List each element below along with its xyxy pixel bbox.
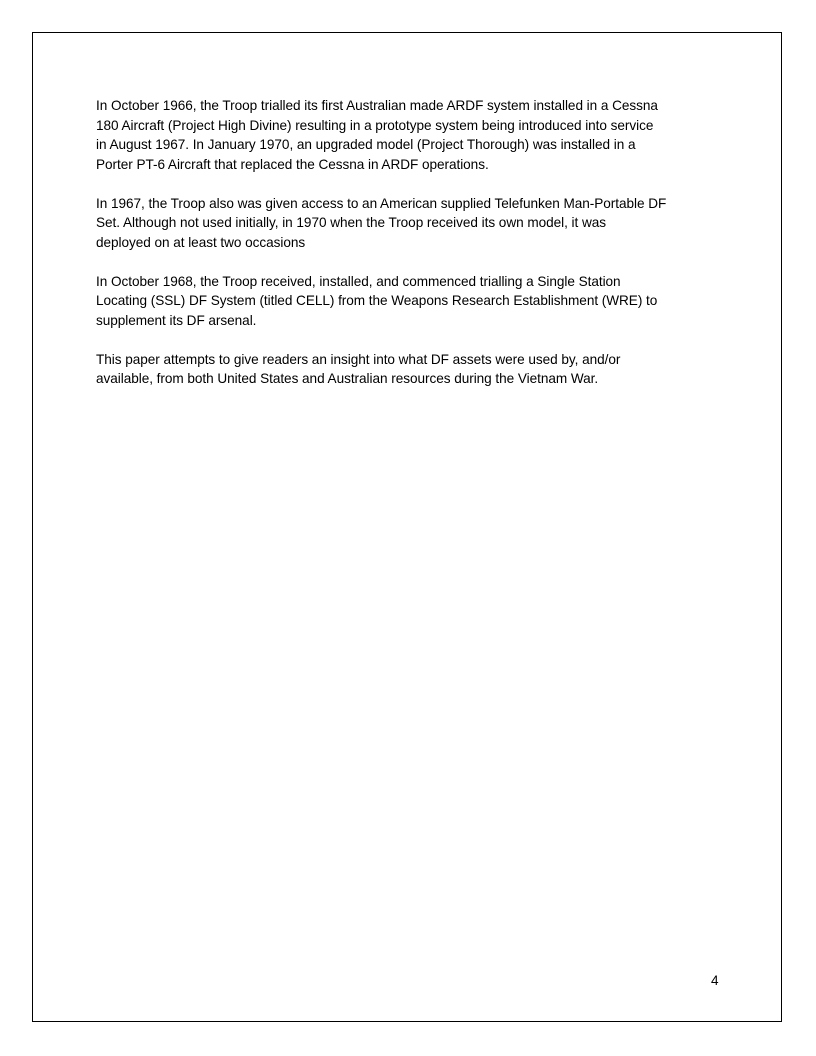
paragraph-ssl-cell bbox=[96, 272, 726, 331]
paragraph-telefunken bbox=[96, 194, 726, 253]
text-line: in August 1967. In January 1970, an upgraded model (Project Thorough) was installed in a bbox=[96, 137, 636, 152]
text-line: deployed on at least two occasions bbox=[96, 234, 306, 250]
text-line: 180 Aircraft (Project High Divine) resulting in a prototype system being introduced into service bbox=[96, 117, 654, 133]
text-line: available, from both United States and Australian resources during the Vietnam War. bbox=[96, 371, 599, 386]
text-line: In October 1966, the Troop trialled its first Australian made ARDF system installed in a Cessna bbox=[96, 98, 658, 113]
text-line: In 1967, the Troop also was given access to an American supplied Telefunken Man-Portable DF bbox=[96, 195, 667, 211]
text-line: In October 1968, the Troop received, installed, and commenced trialling a Single Station bbox=[96, 273, 621, 289]
paragraph-ardf-system bbox=[96, 96, 726, 174]
paragraph-purpose bbox=[96, 350, 726, 389]
text-line: Porter PT-6 Aircraft that replaced the Cessna in ARDF operations. bbox=[96, 156, 489, 172]
text-line: Locating (SSL) DF System (titled CELL) from the Weapons Research Establishment (WRE) to bbox=[96, 293, 658, 308]
text-line: supplement its DF arsenal. bbox=[96, 312, 257, 328]
page-number: 4 bbox=[711, 973, 719, 988]
text-line: Set. Although not used initially, in 1970 when the Troop received its own model, it was bbox=[96, 215, 606, 230]
document-body bbox=[96, 96, 726, 408]
text-line: This paper attempts to give readers an insight into what DF assets were used by, and/or bbox=[96, 351, 621, 367]
